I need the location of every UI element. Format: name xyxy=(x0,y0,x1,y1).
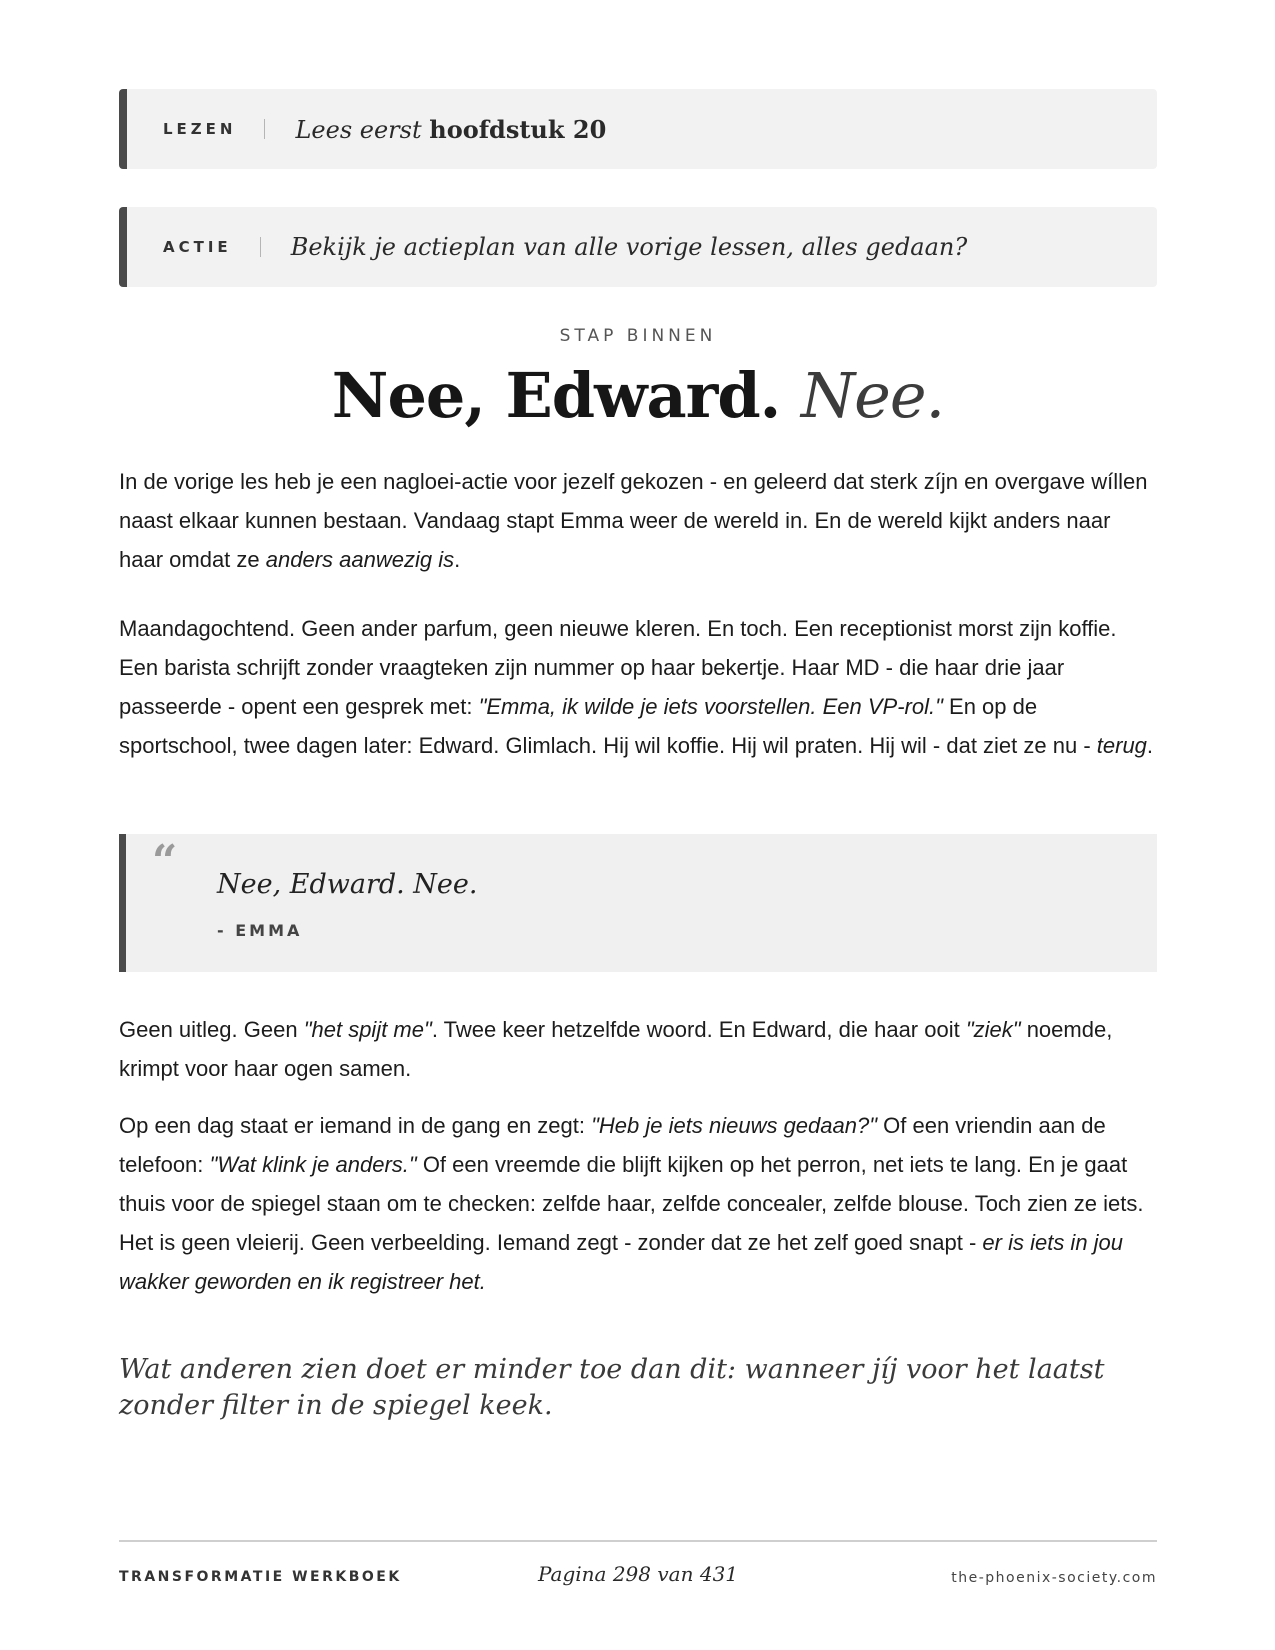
noticing-text-2: Of een vriendin aan de telefoon: xyxy=(119,1113,1106,1177)
quote-block xyxy=(119,834,1157,972)
after-quote-emphasis-2: "ziek" xyxy=(965,1017,1021,1042)
section-kicker: STAP BINNEN xyxy=(559,326,717,346)
story-quote-md: "Emma, ik wilde je iets voorstellen. Een VP-rol." xyxy=(478,694,943,719)
read-divider xyxy=(264,119,265,139)
noticing-text-1: Op een dag staat er iemand in de gang en zegt: xyxy=(119,1113,592,1138)
quote-text: Nee, Edward. Nee. xyxy=(217,869,478,900)
workbook-page xyxy=(119,0,1157,1650)
story-paragraph xyxy=(119,609,1157,765)
page-prefix: Pagina xyxy=(537,1562,607,1586)
read-chapter: hoofdstuk 20 xyxy=(429,114,607,144)
after-quote-paragraph xyxy=(119,1010,1157,1088)
after-quote-emphasis-1: "het spijt me" xyxy=(303,1017,432,1042)
read-tag: LEZEN xyxy=(163,120,237,138)
noticing-emphasis-2: "Wat klink je anders." xyxy=(209,1152,417,1177)
intro-paragraph xyxy=(119,462,1157,579)
intro-text: In de vorige les heb je een nagloei-actie voor jezelf gekozen - en geleerd dat sterk zíjn en overgave wíllen naast elkaar kunnen bestaan. Vandaag stapt Emma weer de wereld in. En de wereld kijkt anders naar haar omdat ze xyxy=(119,469,1148,572)
noticing-emphasis-3: er is iets in jou wakker geworden en ik registreer het. xyxy=(119,1230,1124,1294)
quote-author: - EMMA xyxy=(217,921,303,940)
after-quote-text-1: Geen uitleg. Geen xyxy=(119,1017,304,1042)
action-instruction-text: Bekijk je actieplan van alle vorige lessen, alles gedaan? xyxy=(290,233,968,261)
footer-divider xyxy=(119,1540,1157,1542)
noticing-emphasis-1: "Heb je iets nieuws gedaan?" xyxy=(591,1113,878,1138)
action-instruction-bar xyxy=(119,207,1157,287)
read-instruction-bar xyxy=(119,89,1157,169)
after-quote-text-2: . Twee keer hetzelfde woord. En Edward, die haar ooit xyxy=(431,1017,966,1042)
page-title xyxy=(119,356,1157,436)
noticing-paragraph xyxy=(119,1106,1157,1301)
page-total: 431 xyxy=(699,1562,739,1586)
after-quote-text-3: noemde, krimpt voor haar ogen samen. xyxy=(119,1017,1113,1081)
story-text-1: Maandagochtend. Geen ander parfum, geen nieuwe kleren. En toch. Een receptionist morst zijn koffie. Een barista schrijft zonder vraagteken zijn nummer op haar bekertje. Haar MD - die haar drie jaar passeerde - opent een gesprek met: xyxy=(119,616,1117,719)
closing-reflection: Wat anderen zien doet er minder toe dan dit: wanneer jíj voor het laatst zonder filter in de spiegel keek. xyxy=(119,1354,1105,1421)
action-tag: ACTIE xyxy=(163,238,232,256)
noticing-text-3: Of een vreemde die blijft kijken op het perron, net iets te lang. En je gaat thuis voor de spiegel staan om te checken: zelfde haar, zelfde concealer, zelfde blouse. Toch zien ze iets. Het is geen vleierij. Geen verbeelding. Iemand zegt - zonder dat ze het zelf goed snapt - xyxy=(119,1152,1144,1255)
quote-mark-icon: “ xyxy=(152,836,178,887)
read-prefix: Lees eerst xyxy=(295,115,422,144)
intro-end: . xyxy=(454,547,461,572)
footer-website: the-phoenix-society.com xyxy=(951,1570,1157,1586)
footer-workbook-title: TRANSFORMATIE WERKBOEK xyxy=(119,1569,402,1585)
story-text-2: En op de sportschool, twee dagen later: Edward. Glimlach. Hij wil koffie. Hij wil praten. Hij wil - dat ziet ze nu - xyxy=(119,694,1097,758)
story-emphasis: terug xyxy=(1096,733,1147,758)
action-divider xyxy=(260,237,261,257)
intro-emphasis: anders aanwezig is xyxy=(265,547,455,572)
page-mid: van xyxy=(657,1562,694,1586)
title-italic: Nee. xyxy=(800,359,945,432)
title-main: Nee, Edward. xyxy=(331,359,781,432)
story-end: . xyxy=(1146,733,1154,758)
page-current: 298 xyxy=(612,1562,652,1586)
read-instruction-text xyxy=(295,115,606,144)
